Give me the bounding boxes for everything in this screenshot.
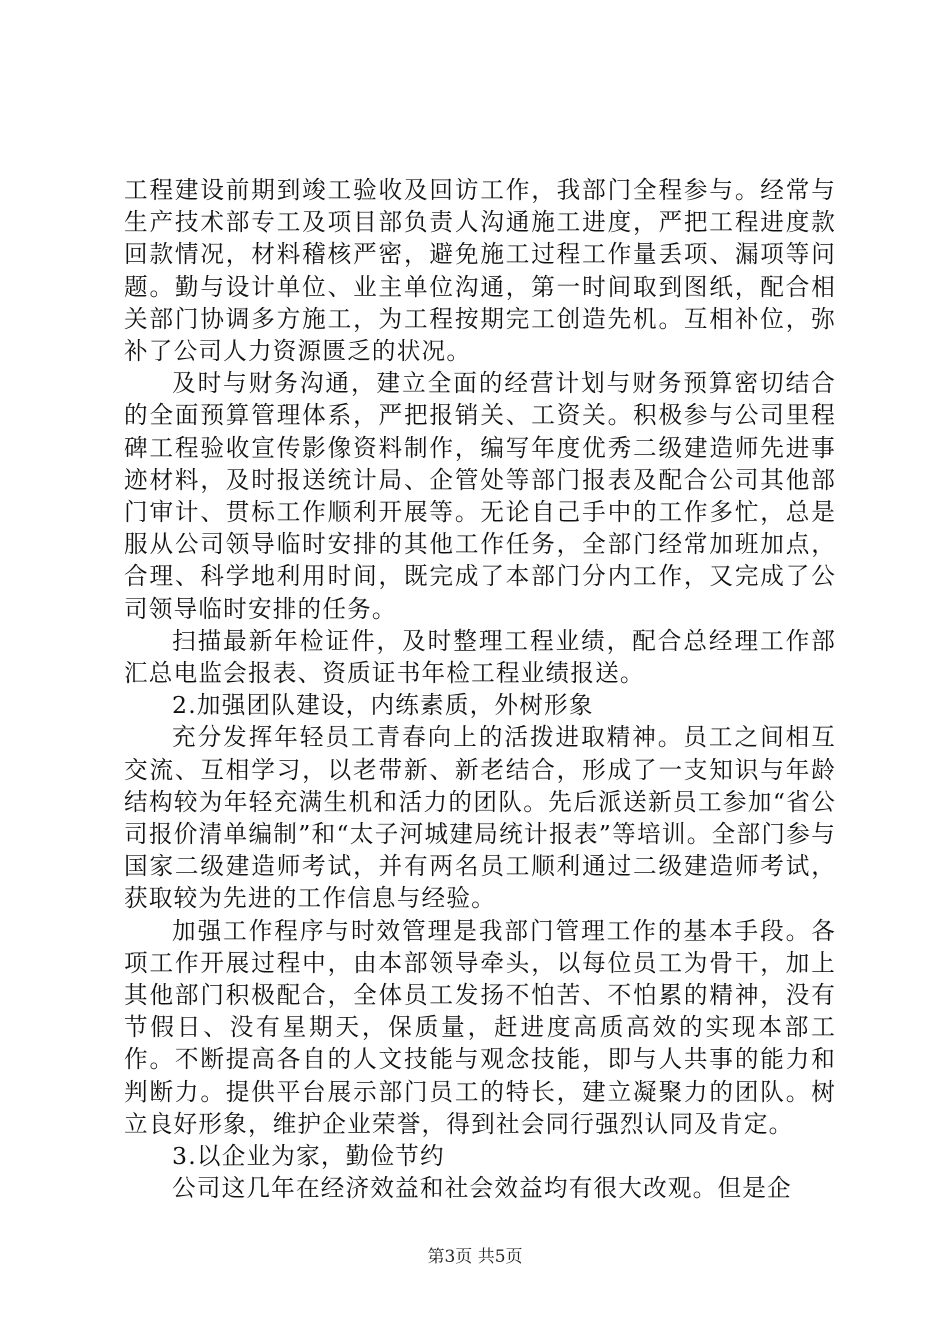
paragraph-3: 扫描最新年检证件，及时整理工程业绩，配合总经理工作部汇总电监会报表、资质证书年检工程业绩报送。 xyxy=(124,626,836,688)
paragraph-6: 公司这几年在经济效益和社会效益均有很大改观。但是企 xyxy=(172,1174,792,1203)
paragraph-5: 加强工作程序与时效管理是我部门管理工作的基本手段。各项工作开展过程中，由本部领导牵头，以每位员工为骨干，加上其他部门积极配合，全体员工发扬不怕苦、不怕累的精神，没有节假日、没有星期天，保质量，赶进度高质高效的实现本部工作。不断提高各自的人文技能与观念技能，即与人共事的能力和判断力。提供平台展示部门员工的特长，建立凝聚力的团队。树立良好形象，维护企业荣誉，得到社会同行强烈认同及肯定。 xyxy=(124,916,836,1138)
section-heading-3: 3.以企业为家，勤俭节约 xyxy=(172,1142,445,1171)
section-heading-2: 2.加强团队建设，内练素质，外树形象 xyxy=(172,691,594,720)
paragraph-2: 及时与财务沟通，建立全面的经营计划与财务预算密切结合的全面预算管理体系，严把报销关、工资关。积极参与公司里程碑工程验收宣传影像资料制作，编写年度优秀二级建造师先进事迹材料，及时报送统计局、企管处等部门报表及配合公司其他部门审计、贯标工作顺利开展等。无论自己手中的工作多忙，总是服从公司领导临时安排的其他工作任务，全部门经常加班加点，合理、科学地利用时间，既完成了本部门分内工作，又完成了公司领导临时安排的任务。 xyxy=(124,369,836,623)
document-body xyxy=(124,174,836,1205)
page-number-footer: 第3页 共5页 xyxy=(427,1247,523,1267)
paragraph-1: 工程建设前期到竣工验收及回访工作，我部门全程参与。经常与生产技术部专工及项目部负责人沟通施工进度，严把工程进度款回款情况，材料稽核严密，避免施工过程工作量丢项、漏项等问题。勤与设计单位、业主单位沟通，第一时间取到图纸，配合相关部门协调多方施工，为工程按期完工创造先机。互相补位，弥补了公司人力资源匮乏的状况。 xyxy=(124,176,836,366)
paragraph-4: 充分发挥年轻员工青春向上的活拨进取精神。员工之间相互交流、互相学习，以老带新、新老结合，形成了一支知识与年龄结构较为年轻充满生机和活力的团队。先后派送新员工参加“省公司报价清单编制”和“太子河城建局统计报表”等培训。全部门参与国家二级建造师考试，并有两名员工顺利通过二级建造师考试，获取较为先进的工作信息与经验。 xyxy=(124,723,836,913)
